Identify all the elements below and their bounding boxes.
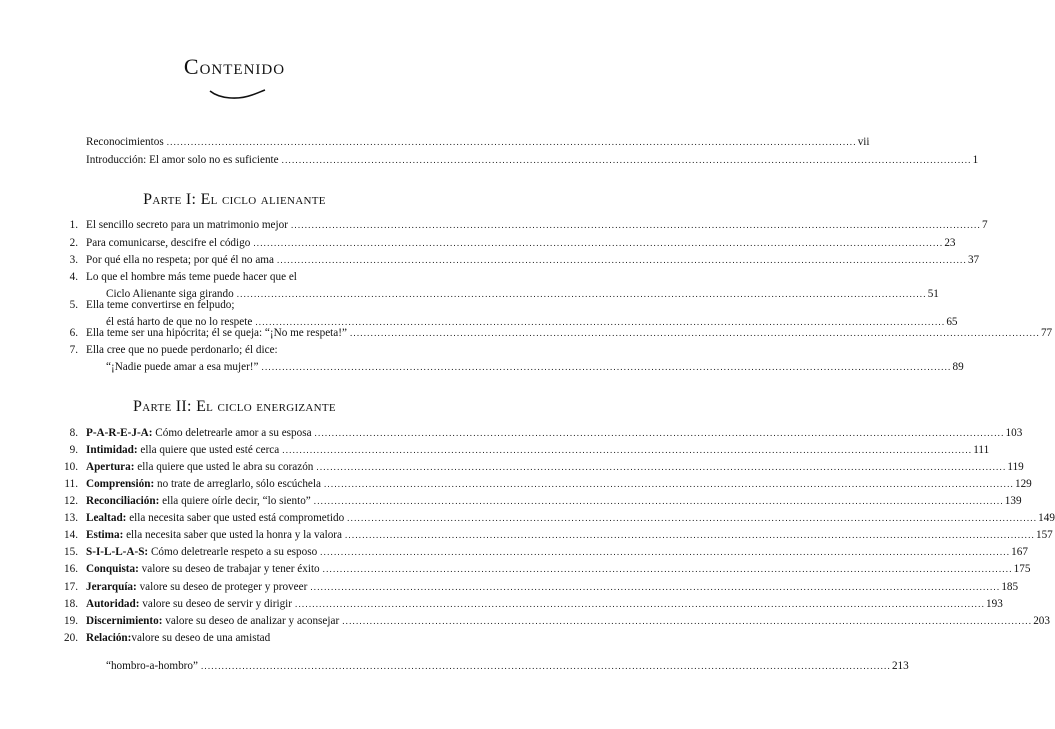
toc-entry-row[interactable] <box>86 218 988 232</box>
chapter-number: 2. <box>69 237 78 249</box>
toc-entry-text: ella quiere que usted esté cerca <box>137 444 280 456</box>
toc-page-number: 111 <box>973 444 990 456</box>
toc-entry-label <box>106 360 259 374</box>
toc-entry-text: Por qué ella no respeta; por qué él no ama <box>86 254 274 266</box>
toc-entry-row[interactable] <box>86 562 1031 576</box>
toc-entry-label <box>86 236 250 250</box>
toc-entry-text: Cómo deletrearle amor a su esposa <box>152 427 312 439</box>
toc-entry-keyword: Comprensión: <box>86 478 155 490</box>
chapter-number: 13. <box>64 512 78 524</box>
toc-page-number: vii <box>857 136 870 148</box>
chapter-number: 19. <box>64 615 78 627</box>
chapter-number: 17. <box>64 581 78 593</box>
toc-page-number: 103 <box>1005 427 1023 439</box>
chapter-number: 9. <box>69 444 78 456</box>
toc-entry-label <box>86 153 279 167</box>
toc-entry-keyword: P-A-R-E-J-A: <box>86 427 153 439</box>
chapter-number: 20. <box>64 632 78 644</box>
toc-entry-label <box>86 494 311 508</box>
toc-page-number: 1 <box>972 154 979 166</box>
dot-leader: ........................................................................................................................................................................................................ <box>166 137 857 147</box>
toc-entry-text: valore su deseo de analizar y aconsejar <box>162 615 340 627</box>
toc-page-number: 149 <box>1038 512 1055 524</box>
dot-leader: ........................................................................................................................................................................................................ <box>313 496 1004 506</box>
toc-page-number: 89 <box>952 361 964 373</box>
toc-entry-text: ella quiere oírle decir, “lo siento” <box>159 495 311 507</box>
toc-page-number: 65 <box>946 316 958 328</box>
toc-entry-row[interactable] <box>86 426 1023 440</box>
toc-entry-text: Introducción: El amor solo no es suficiente <box>86 154 279 166</box>
toc-entry-row[interactable] <box>86 614 1050 628</box>
toc-entry-row[interactable] <box>86 597 1003 611</box>
toc-entry-label <box>86 426 312 440</box>
toc-entry-row[interactable] <box>86 494 1022 508</box>
toc-entry-label <box>86 443 279 457</box>
dot-leader: ........................................................................................................................................................................................................ <box>320 547 1011 557</box>
page-title: Contenido <box>183 54 286 79</box>
toc-entry-keyword: Intimidad: <box>86 444 138 456</box>
toc-entry-line <box>86 631 270 645</box>
toc-page-number: 51 <box>927 288 939 300</box>
toc-page-number: 119 <box>1007 461 1024 473</box>
toc-entry-text: Lo que el hombre más teme puede hacer que el <box>86 271 297 283</box>
dot-leader: ........................................................................................................................................................................................................ <box>344 530 1035 540</box>
toc-entry-text: Ella teme ser una hipócrita; él se queja: “¡No me respeta!” <box>86 327 347 339</box>
decorative-swash <box>208 88 266 100</box>
dot-leader: ........................................................................................................................................................................................................ <box>347 513 1038 523</box>
toc-entry-text: valore su deseo de trabajar y tener éxito <box>138 563 320 575</box>
toc-entry-label <box>86 614 339 628</box>
part-title: Parte II: El ciclo energizante <box>133 398 336 415</box>
toc-entry-text: valore su deseo de proteger y proveer <box>136 581 308 593</box>
dot-leader: ........................................................................................................................................................................................................ <box>323 479 1014 489</box>
dot-leader: ........................................................................................................................................................................................................ <box>342 616 1033 626</box>
toc-page-number: 193 <box>986 598 1003 610</box>
toc-entry-line <box>86 343 278 357</box>
toc-entry-label <box>86 511 344 525</box>
toc-entry-row[interactable] <box>106 659 909 673</box>
toc-entry-text: Para comunicarse, descifre el código <box>86 237 251 249</box>
toc-entry-label <box>86 135 164 149</box>
toc-entry-text: “¡Nadie puede amar a esa mujer!” <box>106 361 259 373</box>
toc-entry-text: no trate de arreglarlo, sólo escúchela <box>154 478 321 490</box>
dot-leader: ........................................................................................................................................................................................................ <box>322 564 1013 574</box>
toc-entry-keyword: Relación: <box>86 632 132 644</box>
toc-entry-text: Cómo deletrearle respeto a su esposo <box>148 546 318 558</box>
toc-entry-text: Ella teme convertirse en felpudo; <box>86 299 235 311</box>
toc-page-number: 167 <box>1011 546 1028 558</box>
toc-page-number: 7 <box>981 219 988 231</box>
toc-entry-text: “hombro-a-hombro” <box>106 660 198 672</box>
toc-entry-keyword: Estima: <box>86 529 124 541</box>
toc-page-number: 77 <box>1040 327 1053 339</box>
chapter-number: 4. <box>69 271 78 283</box>
chapter-number: 16. <box>64 563 78 575</box>
chapter-number: 18. <box>64 598 78 610</box>
toc-entry-row[interactable] <box>86 443 990 457</box>
toc-entry-text: ella necesita saber que usted la honra y la valora <box>123 529 342 541</box>
dot-leader: ........................................................................................................................................................................................................ <box>282 445 973 455</box>
chapter-number: 15. <box>64 546 78 558</box>
toc-entry-text: valore su deseo de servir y dirigir <box>139 598 293 610</box>
toc-page-number: 175 <box>1013 563 1031 575</box>
toc-page-number: 23 <box>944 237 956 249</box>
toc-entry-text: El sencillo secreto para un matrimonio mejor <box>86 219 288 231</box>
toc-entry-label <box>86 477 321 491</box>
toc-entry-line <box>86 298 235 312</box>
toc-page-number: 185 <box>1001 581 1019 593</box>
chapter-number: 5. <box>69 299 78 311</box>
toc-page-number: 129 <box>1014 478 1032 490</box>
toc-entry-keyword: Discernimiento: <box>86 615 163 627</box>
toc-entry-text: Ciclo Alienante siga girando <box>106 288 234 300</box>
dot-leader: ........................................................................................................................................................................................................ <box>295 599 986 609</box>
toc-entry-row[interactable] <box>86 477 1032 491</box>
toc-entry-row[interactable] <box>86 153 979 167</box>
toc-entry-row[interactable] <box>86 135 870 149</box>
dot-leader: ........................................................................................................................................................................................................ <box>316 462 1007 472</box>
toc-entry-text: Reconocimientos <box>86 136 164 148</box>
toc-entry-label <box>86 460 313 474</box>
dot-leader: ........................................................................................................................................................................................................ <box>200 661 891 671</box>
chapter-number: 12. <box>64 495 78 507</box>
toc-entry-line <box>86 270 297 284</box>
dot-leader: ........................................................................................................................................................................................................ <box>236 289 927 299</box>
toc-entry-keyword: S-I-L-L-A-S: <box>86 546 149 558</box>
chapter-number: 1. <box>69 219 78 231</box>
toc-entry-row[interactable] <box>106 360 964 374</box>
toc-entry-keyword: Conquista: <box>86 563 139 575</box>
toc-entry-keyword: Lealtad: <box>86 512 127 524</box>
toc-entry-text: valore su deseo de una amistad <box>131 632 271 644</box>
toc-entry-label <box>86 253 274 267</box>
dot-leader: ........................................................................................................................................................................................................ <box>255 317 946 327</box>
toc-page-number: 139 <box>1004 495 1022 507</box>
chapter-number: 7. <box>69 344 78 356</box>
toc-entry-text: Ella cree que no puede perdonarlo; él dice: <box>86 344 278 356</box>
toc-entry-label <box>86 528 342 542</box>
dot-leader: ........................................................................................................................................................................................................ <box>276 255 967 265</box>
toc-entry-label <box>86 562 320 576</box>
toc-entry-label <box>86 545 317 559</box>
toc-entry-keyword: Reconciliación: <box>86 495 160 507</box>
toc-page-number: 213 <box>891 660 909 672</box>
toc-page-number: 37 <box>967 254 980 266</box>
toc-entry-row[interactable] <box>86 528 1053 542</box>
toc-entry-row[interactable] <box>86 545 1028 559</box>
dot-leader: ........................................................................................................................................................................................................ <box>281 155 972 165</box>
toc-entry-text: ella necesita saber que usted está comprometido <box>126 512 345 524</box>
toc-entry-text: él está harto de que no lo respete <box>106 316 253 328</box>
dot-leader: ........................................................................................................................................................................................................ <box>261 362 952 372</box>
toc-entry-keyword: Autoridad: <box>86 598 140 610</box>
dot-leader: ........................................................................................................................................................................................................ <box>290 220 981 230</box>
toc-entry-row[interactable] <box>86 236 956 250</box>
toc-entry-label <box>86 326 347 340</box>
chapter-number: 8. <box>69 427 78 439</box>
toc-entry-text: ella quiere que usted le abra su corazón <box>134 461 314 473</box>
chapter-number: 10. <box>64 461 78 473</box>
toc-entry-label <box>86 218 288 232</box>
toc-entry-row[interactable] <box>86 253 980 267</box>
chapter-number: 6. <box>69 327 78 339</box>
toc-page-number: 203 <box>1033 615 1050 627</box>
toc-entry-label <box>106 659 198 673</box>
dot-leader: ........................................................................................................................................................................................................ <box>314 428 1005 438</box>
toc-page-number: 157 <box>1035 529 1053 541</box>
toc-entry-row[interactable] <box>86 580 1019 594</box>
toc-entry-label <box>86 597 292 611</box>
dot-leader: ........................................................................................................................................................................................................ <box>349 328 1040 338</box>
toc-entry-keyword: Jerarquía: <box>86 581 137 593</box>
dot-leader: ........................................................................................................................................................................................................ <box>253 238 944 248</box>
dot-leader: ........................................................................................................................................................................................................ <box>310 582 1001 592</box>
toc-entry-label <box>86 580 307 594</box>
part-title: Parte I: El ciclo alienante <box>143 191 326 208</box>
toc-entry-keyword: Apertura: <box>86 461 135 473</box>
toc-entry-row[interactable] <box>86 460 1024 474</box>
chapter-number: 11. <box>64 478 78 490</box>
toc-entry-row[interactable] <box>86 511 1055 525</box>
toc-entry-row[interactable] <box>86 326 1053 340</box>
chapter-number: 14. <box>64 529 78 541</box>
chapter-number: 3. <box>69 254 78 266</box>
